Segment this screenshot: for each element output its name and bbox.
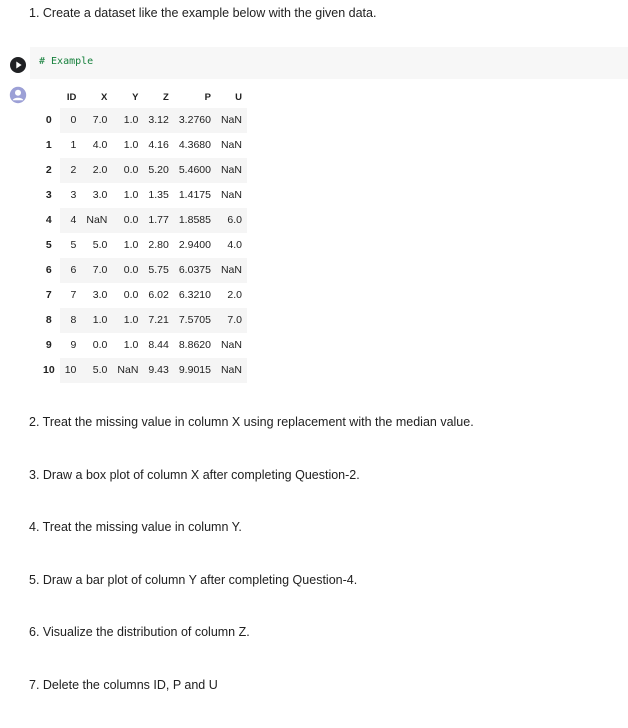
table-cell: 1.0 [123, 189, 139, 201]
user-avatar-icon [9, 86, 27, 104]
table-row [38, 333, 247, 358]
table-cell: 1.0 [123, 339, 139, 351]
table-cell: 2.0 [92, 164, 108, 176]
table-cell: 2.0 [227, 289, 242, 301]
table-cell: 4.0 [227, 239, 242, 251]
row-index: 0 [38, 108, 60, 133]
table-cell: 2.80 [148, 239, 169, 251]
row-index: 9 [45, 339, 52, 351]
dataframe-output [38, 87, 247, 383]
table-cell: 7 [70, 289, 77, 301]
index-header [38, 87, 60, 108]
table-cell: 1.35 [148, 189, 169, 201]
table-cell: 1.77 [148, 214, 169, 226]
table-cell: 1 [70, 139, 77, 151]
table-cell: 9 [70, 339, 77, 351]
table-cell: 0 [70, 114, 77, 126]
question-1: 1. Create a dataset like the example below with the given data. [29, 6, 377, 20]
code-editor[interactable] [30, 47, 628, 79]
table-row [38, 108, 247, 133]
row-index: 1 [45, 139, 52, 151]
table-cell: 7.0 [227, 314, 242, 326]
table-cell: NaN [220, 189, 242, 201]
column-header: X [101, 92, 108, 103]
table-cell: 0.0 [123, 214, 139, 226]
table-cell: 0.0 [123, 164, 139, 176]
column-header: ID [66, 92, 77, 103]
table-row [38, 258, 247, 283]
question-5: 5. Draw a bar plot of column Y after completing Question-4. [29, 573, 358, 587]
table-row [38, 233, 247, 258]
table-cell: 6 [70, 264, 77, 276]
table-cell: 0.0 [92, 339, 108, 351]
table-cell: 6.0375 [178, 264, 211, 276]
table-cell: 5.0 [92, 364, 108, 376]
table-cell: 1.0 [123, 139, 139, 151]
table-cell: 2 [70, 164, 77, 176]
table-cell: 7.0 [92, 264, 108, 276]
row-index: 7 [45, 289, 52, 301]
table-row [38, 133, 247, 158]
question-6: 6. Visualize the distribution of column Z. [29, 625, 250, 639]
table-cell: NaN [220, 264, 242, 276]
table-cell: 2.9400 [178, 239, 211, 251]
table-row [38, 358, 247, 383]
table-cell: 5 [70, 239, 77, 251]
table-cell: NaN [220, 139, 242, 151]
table-cell: 0.0 [123, 264, 139, 276]
table-row [38, 183, 247, 208]
table-cell: 5.75 [148, 264, 169, 276]
output-avatar [9, 86, 27, 104]
table-cell: 8.44 [148, 339, 169, 351]
table-cell: 7.5705 [178, 314, 211, 326]
table-cell: 3 [70, 189, 77, 201]
table-cell: 1.0 [92, 314, 108, 326]
table-header-row [38, 87, 247, 108]
table-cell: 4.3680 [178, 139, 211, 151]
table-cell: NaN [220, 164, 242, 176]
table-cell: 4.16 [148, 139, 169, 151]
table-cell: NaN [220, 339, 242, 351]
question-4: 4. Treat the missing value in column Y. [29, 520, 242, 534]
table-cell: 3.0 [92, 189, 108, 201]
table-cell: 3.0 [92, 289, 108, 301]
table-cell: 1.0 [123, 114, 139, 126]
column-header: P [204, 92, 211, 103]
question-2: 2. Treat the missing value in column X using replacement with the median value. [29, 415, 474, 429]
table-row [38, 283, 247, 308]
table-cell: NaN [220, 114, 242, 126]
row-index: 4 [38, 208, 60, 233]
row-index: 8 [38, 308, 60, 333]
table-cell: 6.02 [148, 289, 169, 301]
column-header: U [235, 92, 242, 103]
row-index: 10 [38, 358, 60, 383]
table-cell: 3.12 [148, 114, 169, 126]
table-cell: 8 [70, 314, 77, 326]
question-3: 3. Draw a box plot of column X after completing Question-2. [29, 468, 360, 482]
table-cell: 4 [70, 214, 77, 226]
row-index: 3 [45, 189, 52, 201]
table-cell: 6.3210 [178, 289, 211, 301]
row-index: 2 [38, 158, 60, 183]
table-cell: 5.0 [92, 239, 108, 251]
table-row [38, 308, 247, 333]
table-cell: 9.9015 [178, 364, 211, 376]
code-cell[interactable] [0, 47, 628, 79]
dataframe-table [38, 87, 247, 383]
table-cell: 7.0 [92, 114, 108, 126]
table-cell: 9.43 [148, 364, 169, 376]
table-cell: 1.8585 [178, 214, 211, 226]
run-cell-button[interactable] [10, 57, 26, 73]
table-cell: 5.4600 [178, 164, 211, 176]
table-cell: 1.4175 [178, 189, 211, 201]
column-header: Z [163, 92, 169, 103]
table-row [38, 158, 247, 183]
table-body [38, 108, 247, 383]
table-cell: 5.20 [148, 164, 169, 176]
row-index: 6 [38, 258, 60, 283]
table-cell: 1.0 [123, 314, 139, 326]
table-cell: 0.0 [123, 289, 139, 301]
table-cell: 8.8620 [178, 339, 211, 351]
table-cell: NaN [117, 364, 139, 376]
table-cell: 7.21 [148, 314, 169, 326]
code-comment: # Example [39, 56, 94, 67]
play-icon [10, 57, 26, 73]
column-header: Y [132, 92, 139, 103]
table-cell: 10 [64, 364, 77, 376]
question-7: 7. Delete the columns ID, P and U [29, 678, 218, 692]
row-index: 5 [45, 239, 52, 251]
table-cell: 4.0 [92, 139, 108, 151]
table-cell: 3.2760 [178, 114, 211, 126]
table-row [38, 208, 247, 233]
table-cell: 1.0 [123, 239, 139, 251]
table-cell: 6.0 [227, 214, 242, 226]
table-cell: NaN [86, 214, 108, 226]
table-cell: NaN [220, 364, 242, 376]
